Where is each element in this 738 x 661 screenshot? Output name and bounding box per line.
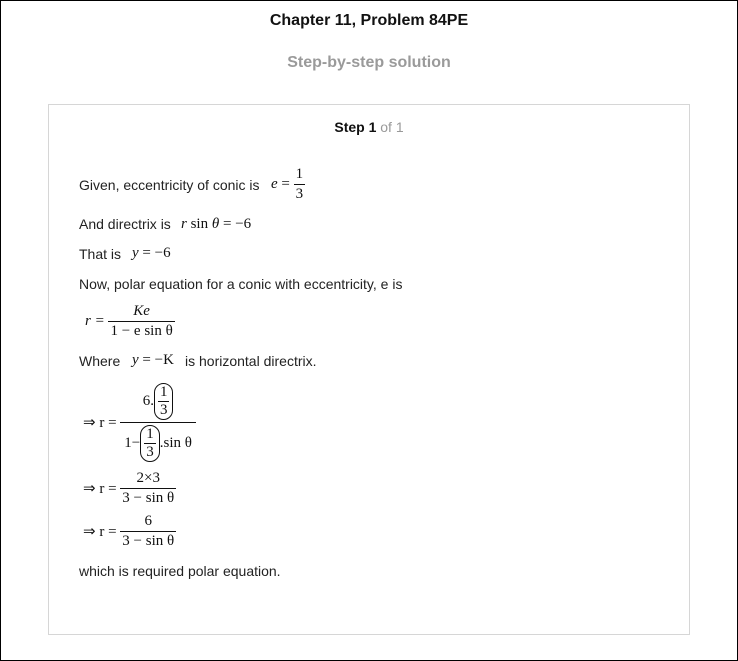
solution-subtitle: Step-by-step solution (287, 54, 451, 71)
final-equation: ⇒ r = $\frac{6}{\text{3 − sin θ}}$ (83, 513, 175, 549)
horizontal-directrix-equation: y = −K (132, 352, 174, 368)
solution-card (48, 104, 690, 635)
chapter-title: Chapter 11, Problem 84PE (269, 12, 469, 29)
polar-equation: r = $\frac{Ke}{\text{1 − e sin θ}}$ (85, 303, 173, 339)
step-header (49, 119, 689, 135)
y-equation: y = −6 (132, 245, 171, 261)
step-count: of 1 (380, 119, 404, 135)
directrix-text: And directrix is (79, 216, 171, 232)
that-is-text: That is (79, 246, 122, 262)
eccentricity-equation: e = $\frac{1}{3}$ (271, 166, 304, 202)
given-eccentricity-text: Given, eccentricity of conic is (79, 177, 260, 193)
where-text: Where (79, 353, 121, 369)
substitution-equation: ⇒ r = 6. $\frac{1}{3}$ 1− $\frac{1}{3}$ .sin θ (83, 381, 196, 464)
polar-equation-intro: Now, polar equation for a conic with eccentricity, e is (79, 276, 403, 292)
directrix-equation: r sin θ = −6 (181, 216, 252, 232)
step-label: Step 1 (334, 119, 377, 135)
simplified-equation: ⇒ r = $\frac{2\times 3}{\text{3 − sin θ}}$ (83, 470, 175, 506)
horizontal-directrix-text: is horizontal directrix. (185, 353, 317, 369)
conclusion-text: which is required polar equation. (79, 563, 281, 579)
